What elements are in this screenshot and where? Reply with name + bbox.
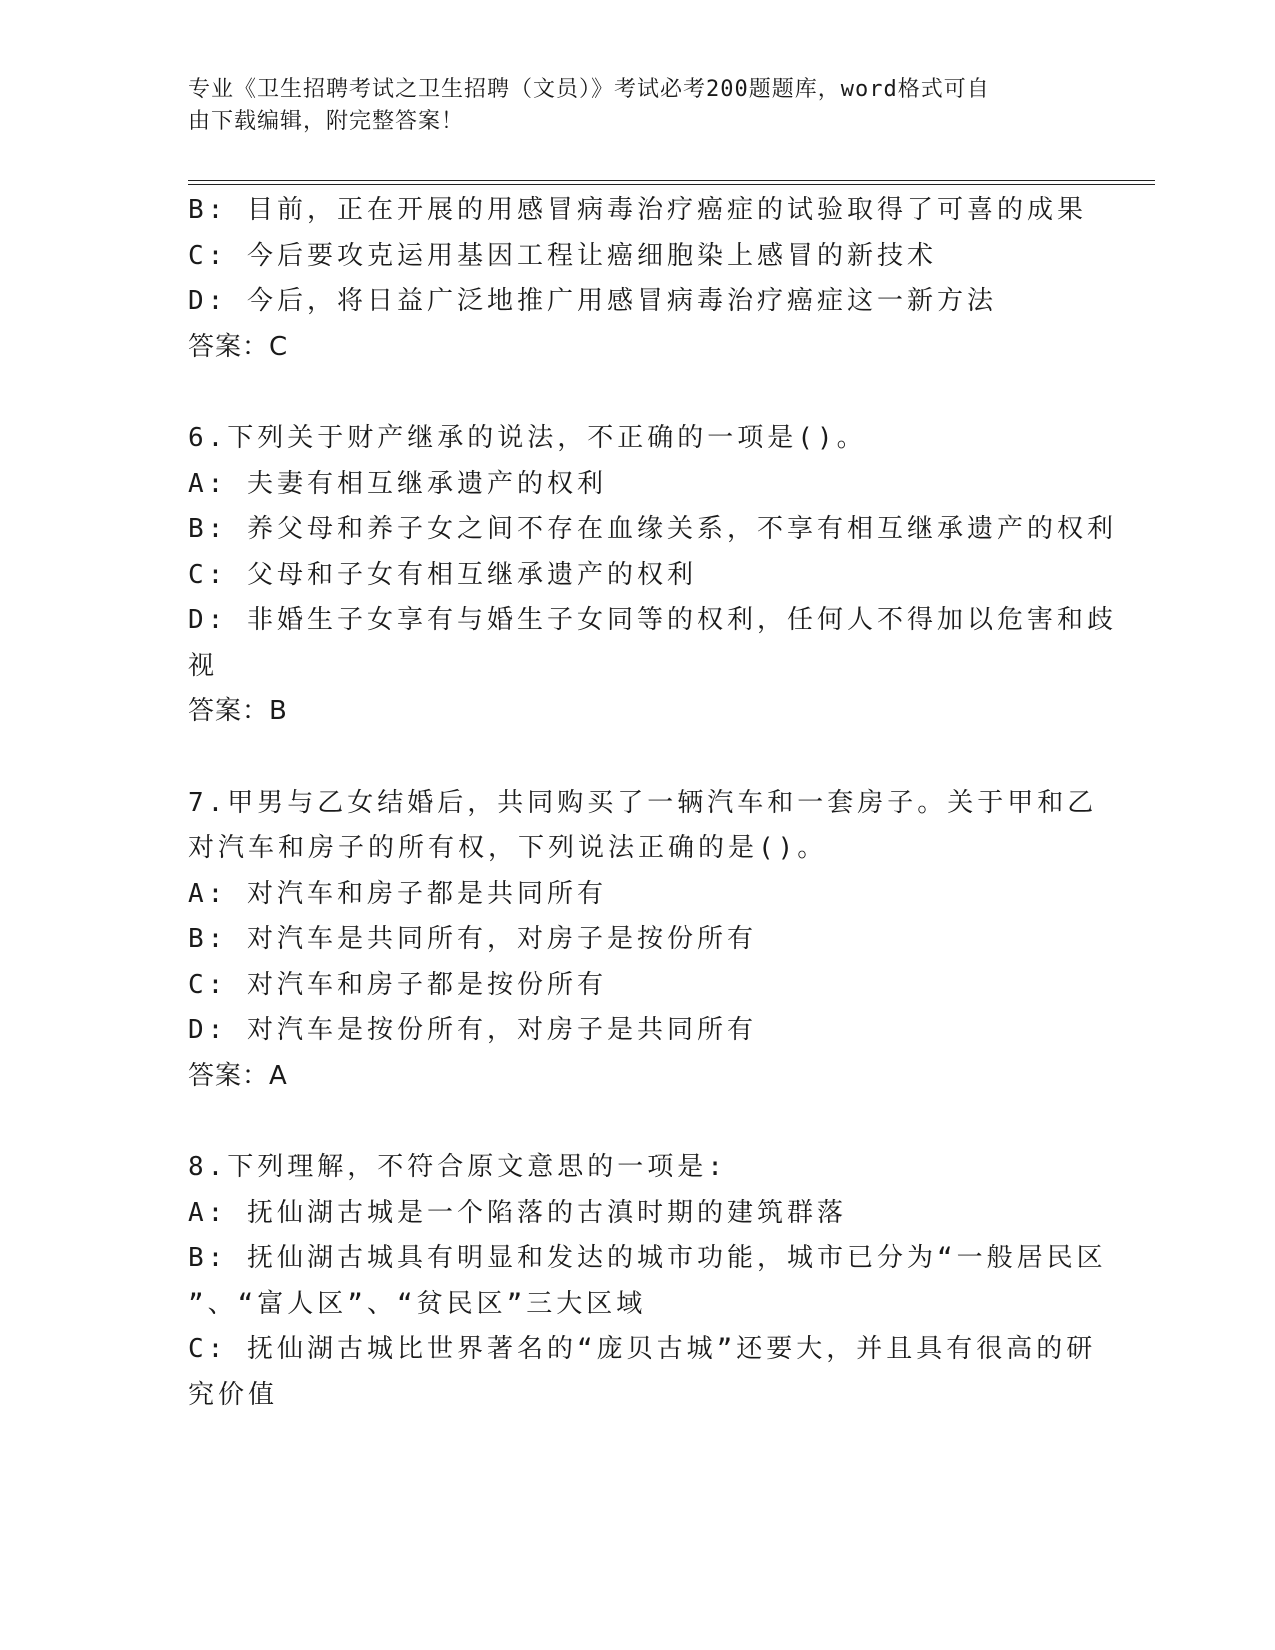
question-list [188,188,1117,1418]
q8-option-b-line-2: ”、“富人区”、“贫民区”三大区域 [188,1288,647,1319]
q8-stem: 8.下列理解，不符合原文意思的一项是: [188,1152,727,1182]
question-8 [188,1145,1107,1418]
q7-stem-line-1: 7.甲男与乙女结婚后，共同购买了一辆汽车和一套房子。关于甲和乙 [188,787,1098,818]
q6-stem: 6.下列关于财产继承的说法，不正确的一项是()。 [188,423,867,453]
q6-answer: 答案：B [188,696,288,726]
q8-option-b-line-1: B: 抚仙湖古城具有明显和发达的城市功能，城市已分为“一般居民区 [188,1243,1107,1273]
q8-option-a: A: 抚仙湖古城是一个陷落的古滇时期的建筑群落 [188,1197,847,1228]
q6-option-b: B: 养父母和养子女之间不存在血缘关系，不享有相互继承遗产的权利 [188,514,1117,544]
q8-option-c-line-2: 究价值 [188,1379,279,1410]
q7-stem-line-2: 对汽车和房子的所有权，下列说法正确的是()。 [188,833,828,863]
q7-answer: 答案：A [188,1060,288,1091]
q6-option-d-line-2: 视 [188,650,219,681]
q5-answer: 答案：C [188,331,289,362]
q5-option-c: C: 今后要攻克运用基因工程让癌细胞染上感冒的新技术 [188,240,937,271]
spacer [188,735,1088,781]
q7-option-c: C: 对汽车和房子都是按份所有 [188,969,607,1000]
header-line-1: 专业《卫生招聘考试之卫生招聘（文员）》考试必考200题题库，word格式可自 [188,77,990,102]
question-6 [188,416,1117,735]
q8-option-c-line-1: C: 抚仙湖古城比世界著名的“庞贝古城”还要大，并且具有很高的研 [188,1334,1097,1364]
q5-option-d: D: 今后，将日益广泛地推广用感冒病毒治疗癌症这一新方法 [188,286,997,316]
q5-option-b: B: 目前，正在开展的用感冒病毒治疗癌症的试验取得了可喜的成果 [188,195,1087,225]
document-header [188,74,1068,138]
q7-option-a: A: 对汽车和房子都是共同所有 [188,878,607,909]
q6-option-a: A: 夫妻有相互继承遗产的权利 [188,468,607,499]
q7-option-b: B: 对汽车是共同所有，对房子是按份所有 [188,924,757,954]
header-divider [188,180,1155,185]
header-line-2: 由下载编辑，附完整答案！ [188,109,465,134]
q6-option-d-line-1: D: 非婚生子女享有与婚生子女同等的权利，任何人不得加以危害和歧 [188,605,1117,635]
q6-option-c: C: 父母和子女有相互继承遗产的权利 [188,559,697,590]
spacer [188,370,1088,416]
spacer [188,1099,1088,1145]
question-7 [188,781,1098,1100]
question-5 [188,188,1088,370]
q7-option-d: D: 对汽车是按份所有，对房子是共同所有 [188,1015,757,1045]
